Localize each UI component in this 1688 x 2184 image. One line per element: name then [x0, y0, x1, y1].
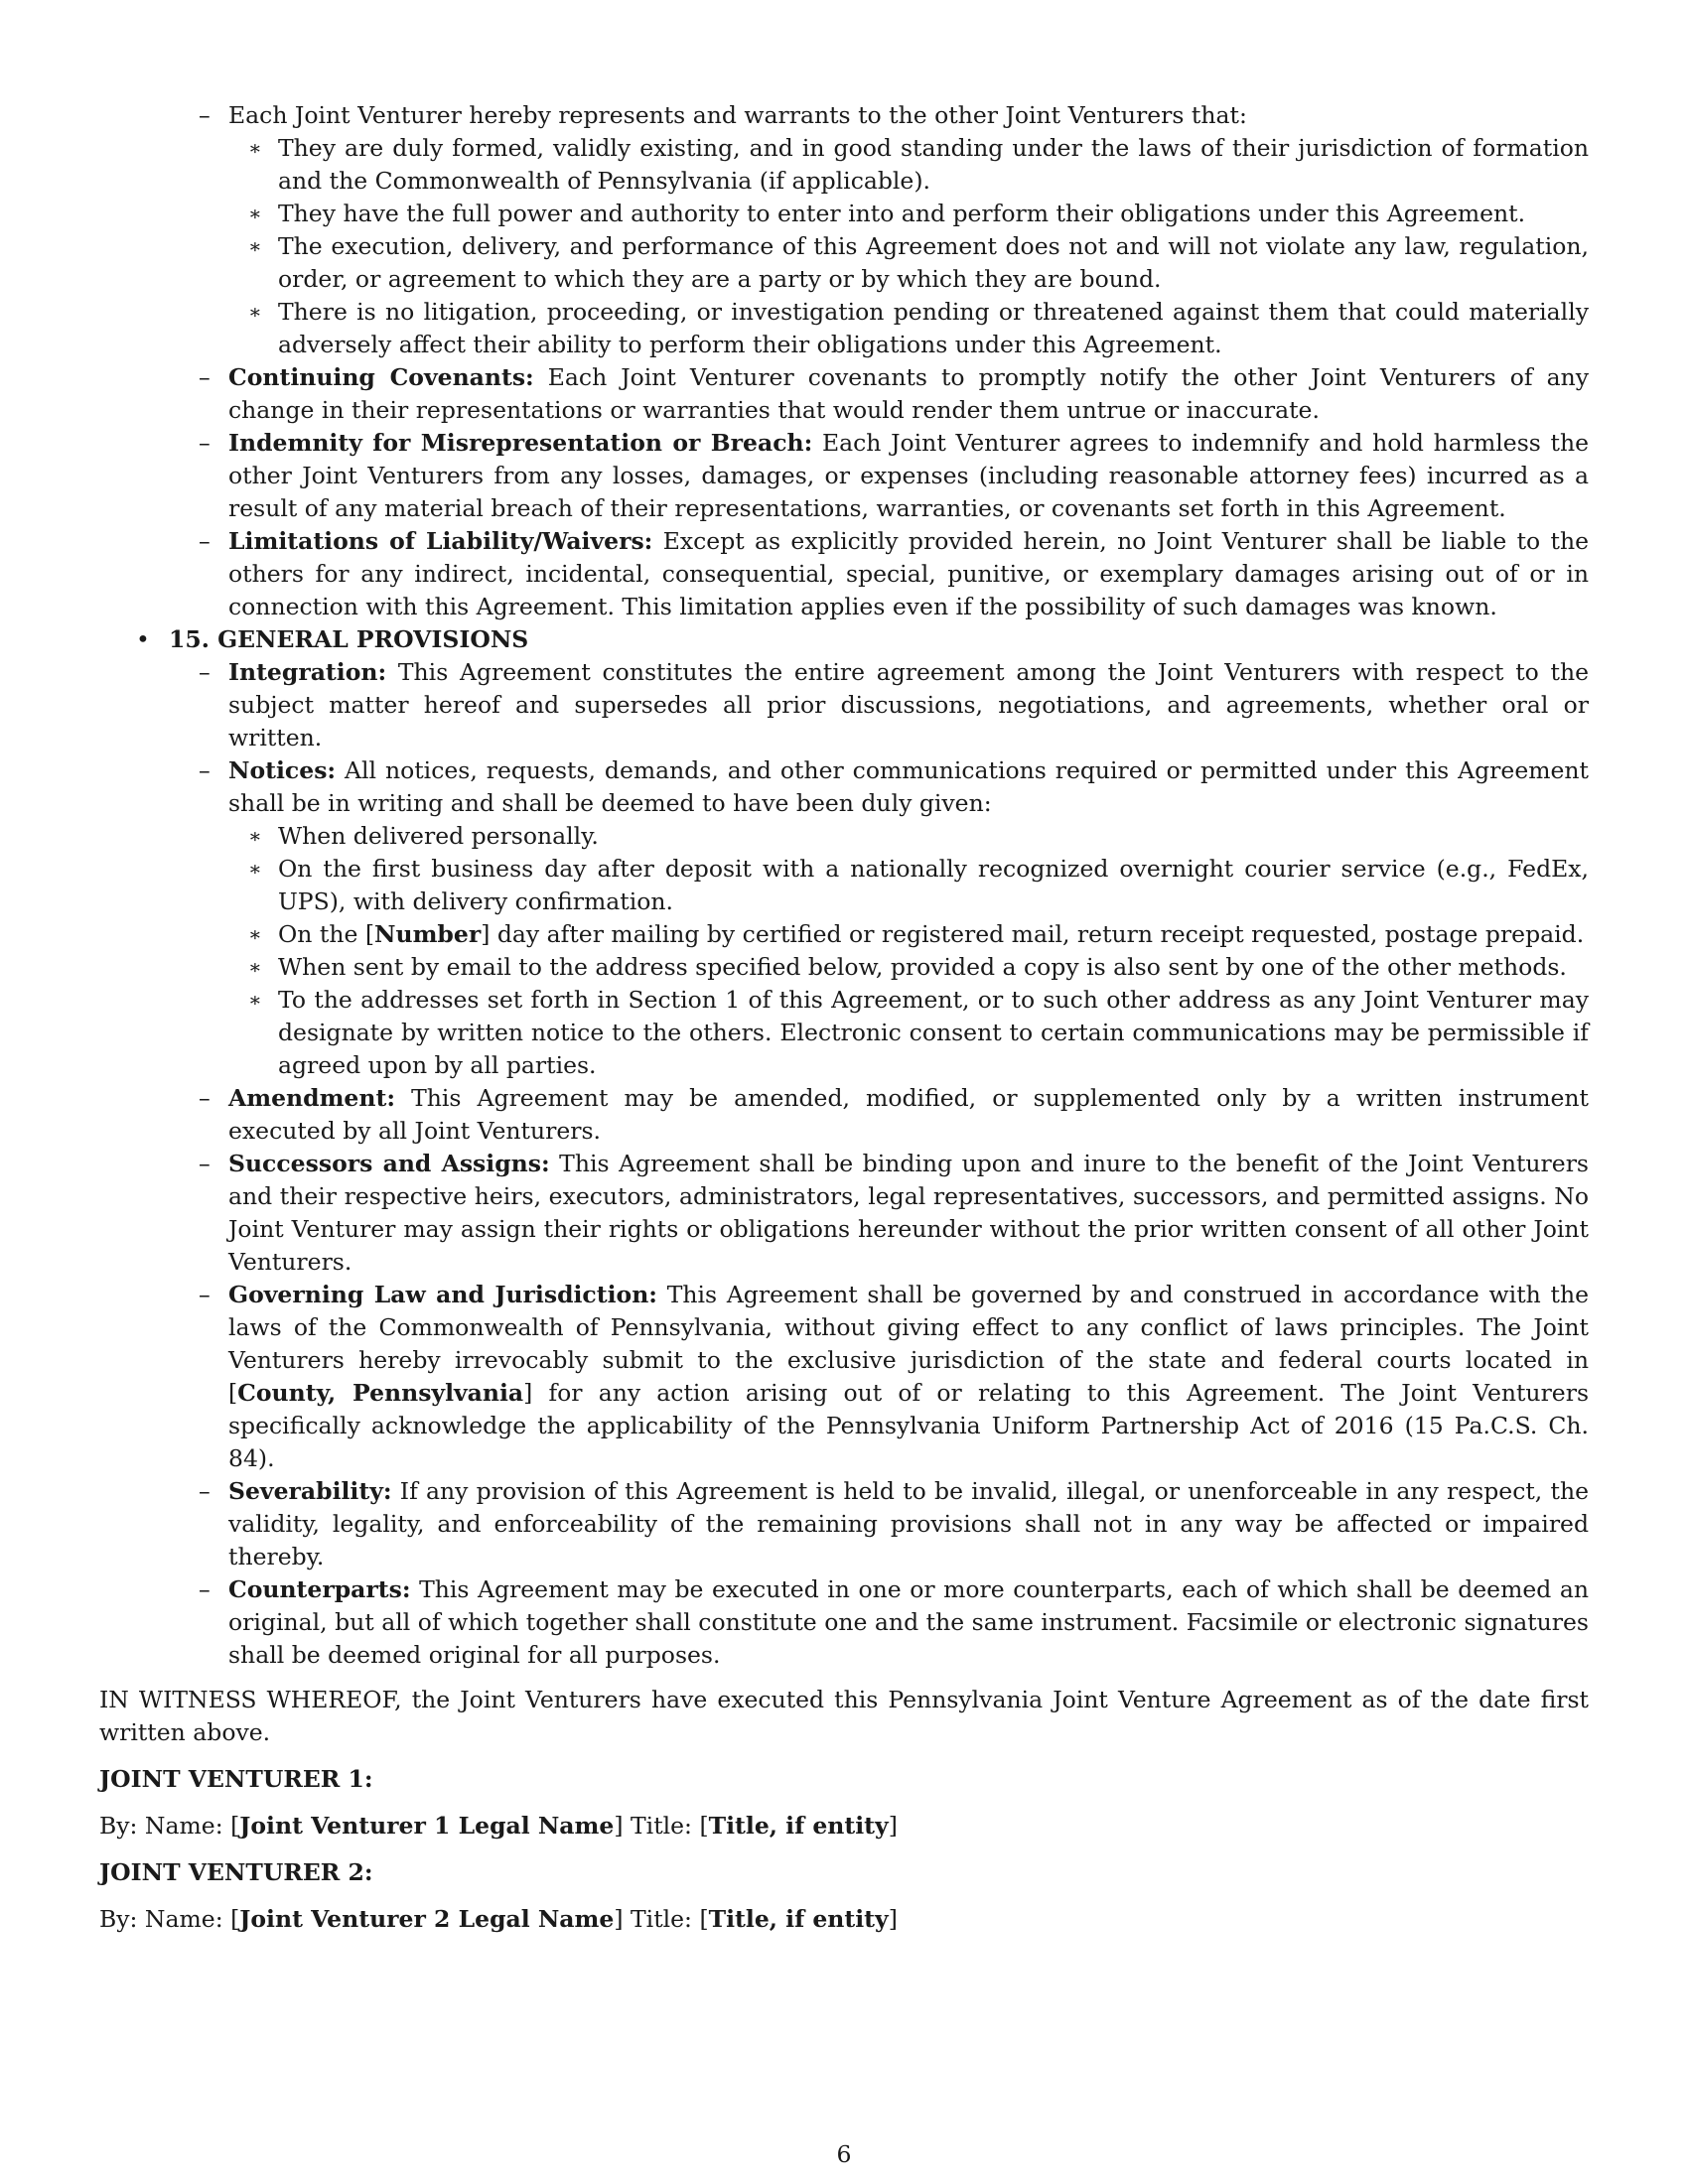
clause-text: This Agreement may be amended, modified, or supplemented only by a written instrument executed by all Joint Venturers.: [228, 1084, 1589, 1145]
dash-marker: –: [199, 756, 211, 784]
signature-close-bracket: ]: [888, 1812, 898, 1840]
counterparts-item: [169, 1573, 1589, 1672]
severability-item: [169, 1475, 1589, 1573]
section-15: [99, 623, 1589, 1672]
limitations-item: [169, 525, 1589, 623]
governing-law-item: [169, 1279, 1589, 1475]
list-item-text: When delivered personally.: [278, 822, 599, 850]
clause-label: Notices:: [228, 756, 337, 784]
list-item: [228, 951, 1589, 984]
asterisk-marker: ∗: [248, 300, 262, 324]
signature-name-placeholder: Joint Venturer 1 Legal Name: [239, 1812, 615, 1840]
asterisk-marker: ∗: [248, 202, 262, 225]
clause-label: Limitations of Liability/Waivers:: [228, 527, 653, 555]
list-item-text: The execution, delivery, and performance of this Agreement does not and will not violate any law, regulation, order, or agreement to which they are a party or by which they are bound.: [278, 232, 1589, 293]
list-item: [228, 820, 1589, 853]
section-heading: 15. GENERAL PROVISIONS: [169, 625, 529, 653]
dash-marker: –: [199, 101, 211, 129]
clause-label: Counterparts:: [228, 1575, 411, 1603]
clause-label: Amendment:: [228, 1084, 395, 1112]
clause-text: This Agreement may be executed in one or more counterparts, each of which shall be deemed an original, but all of which together shall constitute one and the same instrument. Facsimile or electronic signatures shall be deemed original for all purposes.: [228, 1575, 1589, 1669]
signature-title-label: ] Title: [: [614, 1905, 709, 1933]
representations-item: [169, 99, 1589, 361]
dash-marker: –: [199, 1150, 211, 1177]
placeholder-number: Number: [374, 920, 482, 948]
asterisk-marker: ∗: [248, 136, 262, 160]
list-item-text: They are duly formed, validly existing, and in good standing under the laws of their jurisdiction of formation and the Commonwealth of Pennsylvania (if applicable).: [278, 134, 1589, 195]
clause-text: This Agreement shall be binding upon and inure to the benefit of the Joint Venturers and their respective heirs, executors, administrators, legal representatives, successors, and permitted assigns. No Joint Venturer may assign their rights or obligations hereunder without the prior written consent of all other Joint Venturers.: [228, 1150, 1589, 1276]
dash-marker: –: [199, 363, 211, 391]
list-item-text-post: ] day after mailing by certified or registered mail, return receipt requested, postage prepaid.: [481, 920, 1585, 948]
clause-label: Severability:: [228, 1477, 392, 1505]
section-14-subitems: [169, 99, 1589, 623]
clause-label: Indemnity for Misrepresentation or Breach:: [228, 429, 813, 457]
successors-item: [169, 1148, 1589, 1279]
asterisk-marker: ∗: [248, 922, 262, 946]
dash-marker: –: [199, 1281, 211, 1308]
signature-title-label: ] Title: [: [614, 1812, 709, 1840]
dash-marker: –: [199, 1575, 211, 1603]
list-item: [228, 918, 1589, 951]
list-item-text-pre: On the [: [278, 920, 374, 948]
placeholder-county: County, Pennsylvania: [237, 1379, 524, 1407]
notices-list: [228, 820, 1589, 1082]
list-item: [228, 984, 1589, 1082]
list-item: [228, 296, 1589, 361]
amendment-item: [169, 1082, 1589, 1148]
signature-title-placeholder: Title, if entity: [708, 1812, 889, 1840]
page-number: 6: [836, 2140, 852, 2168]
asterisk-marker: ∗: [248, 988, 262, 1012]
dash-marker: –: [199, 1477, 211, 1505]
clause-label: Continuing Covenants:: [228, 363, 534, 391]
indemnity-item: [169, 427, 1589, 525]
signature-name-placeholder: Joint Venturer 2 Legal Name: [239, 1905, 615, 1933]
bullet-marker: •: [136, 625, 150, 653]
section-15-subitems: [169, 656, 1589, 1672]
witness-paragraph: IN WITNESS WHEREOF, the Joint Venturers have executed this Pennsylvania Joint Venture Agreement as of the date first written above.: [99, 1686, 1589, 1746]
list-item-text: There is no litigation, proceeding, or investigation pending or threatened against them that could materially adversely affect their ability to perform their obligations under this Agreement.: [278, 298, 1589, 358]
asterisk-marker: ∗: [248, 857, 262, 881]
list-item-text: To the addresses set forth in Section 1 of this Agreement, or to such other address as any Joint Venturer may designate by written notice to the others. Electronic consent to certain communications may be permissible if agreed upon by all parties.: [278, 986, 1589, 1079]
signature-by-label: By: Name: [: [99, 1812, 240, 1840]
signature-title-placeholder: Title, if entity: [708, 1905, 889, 1933]
list-item: [228, 132, 1589, 198]
representations-list: [228, 132, 1589, 361]
representations-intro: Each Joint Venturer hereby represents and warrants to the other Joint Venturers that:: [228, 101, 1247, 129]
clause-text-post: ] for any action arising out of or relating to this Agreement. The Joint Venturers specifically acknowledge the applicability of the Pennsylvania Uniform Partnership Act of 2016 (15 Pa.C.S. Ch. 84).: [228, 1379, 1589, 1472]
list-item-text: On the first business day after deposit with a nationally recognized overnight courier service (e.g., FedEx, UPS), with delivery confirmation.: [278, 855, 1589, 915]
list-item-text: They have the full power and authority to enter into and perform their obligations under this Agreement.: [278, 200, 1526, 227]
list-item-text: When sent by email to the address specified below, provided a copy is also sent by one of the other methods.: [278, 953, 1567, 981]
clause-label: Successors and Assigns:: [228, 1150, 550, 1177]
asterisk-marker: ∗: [248, 234, 262, 258]
integration-item: [169, 656, 1589, 754]
dash-marker: –: [199, 429, 211, 457]
signature-heading-1: JOINT VENTURER 1:: [99, 1765, 373, 1793]
dash-marker: –: [199, 527, 211, 555]
clause-text: All notices, requests, demands, and other communications required or permitted under this Agreement shall be in writing and shall be deemed to have been duly given:: [228, 756, 1589, 817]
section-list: [99, 99, 1589, 1672]
continuing-covenants-item: [169, 361, 1589, 427]
section-14-continuation: [99, 99, 1589, 623]
signature-by-label: By: Name: [: [99, 1905, 240, 1933]
clause-label: Integration:: [228, 658, 387, 686]
dash-marker: –: [199, 1084, 211, 1112]
list-item: [228, 230, 1589, 296]
signature-heading-2: JOINT VENTURER 2:: [99, 1858, 373, 1886]
clause-text: If any provision of this Agreement is held to be invalid, illegal, or unenforceable in any respect, the validity, legality, and enforceability of the remaining provisions shall not in any way be affected or impaired thereby.: [228, 1477, 1589, 1570]
notices-item: [169, 754, 1589, 1082]
signature-close-bracket: ]: [888, 1905, 898, 1933]
signature-line-2: [99, 1903, 1589, 1936]
dash-marker: –: [199, 658, 211, 686]
clause-text: Each Joint Venturer covenants to promptly notify the other Joint Venturers of any change in their representations or warranties that would render them untrue or inaccurate.: [228, 363, 1589, 424]
asterisk-marker: ∗: [248, 955, 262, 979]
clause-text: Each Joint Venturer agrees to indemnify and hold harmless the other Joint Venturers from any losses, damages, or expenses (including reasonable attorney fees) incurred as a result of any material breach of their representations, warranties, or covenants set forth in this Agreement.: [228, 429, 1589, 522]
asterisk-marker: ∗: [248, 824, 262, 848]
clause-text: Except as explicitly provided herein, no Joint Venturer shall be liable to the others for any indirect, incidental, consequential, special, punitive, or exemplary damages arising out of or in connection with this Agreement. This limitation applies even if the possibility of such damages was known.: [228, 527, 1590, 620]
clause-text-pre: This Agreement shall be governed by and construed in accordance with the laws of the Commonwealth of Pennsylvania, without giving effect to any conflict of laws principles. The Joint Venturers hereby irrevocably submit to the exclusive jurisdiction of the state and federal courts located in [: [228, 1281, 1589, 1407]
list-item: [228, 198, 1589, 230]
signature-line-1: [99, 1810, 1589, 1843]
clause-label: Governing Law and Jurisdiction:: [228, 1281, 657, 1308]
clause-text: This Agreement constitutes the entire agreement among the Joint Venturers with respect to the subject matter hereof and supersedes all prior discussions, negotiations, and agreements, whether oral or written.: [228, 658, 1589, 751]
page-content: [99, 99, 1589, 1936]
list-item: [228, 853, 1589, 918]
